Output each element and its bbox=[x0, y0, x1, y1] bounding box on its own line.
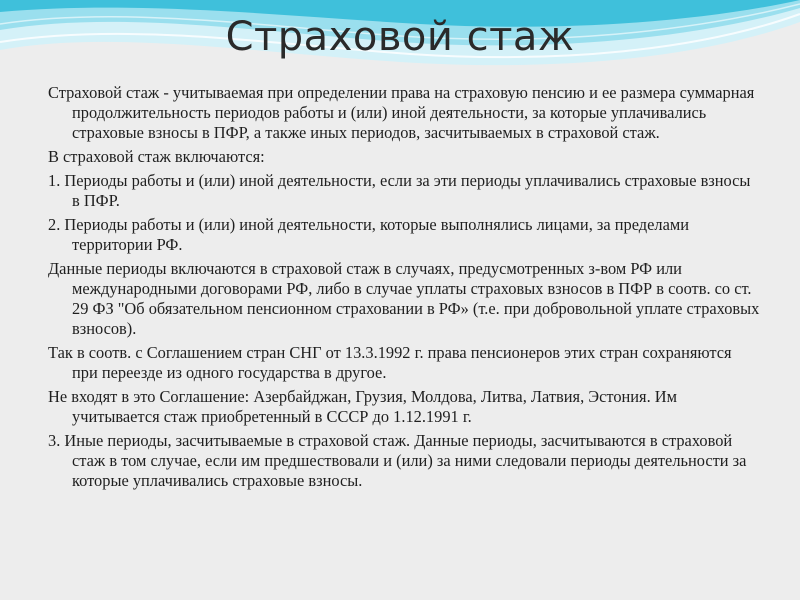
slide-title: Страховой стаж bbox=[225, 14, 575, 60]
paragraph-definition: Страховой стаж - учитываемая при определении права на страховую пенсию и ее размера суммарная продолжительность периодов работы и (или) иной деятельности, за которые уплачивались страховые взносы в ПФР, а также иных периодов, засчитываемых в страховой стаж. bbox=[48, 83, 755, 142]
paragraph-item-1: 1. Периоды работы и (или) иной деятельности, если за эти периоды уплачивались страховые взносы в ПФР. bbox=[48, 171, 751, 210]
paragraph-conditions: Данные периоды включаются в страховой стаж в случаях, предусмотренных з-вом РФ или международными договорами РФ, либо в случае уплаты страховых взносов в ПФР в соотв. со ст. 29 ФЗ "Об обязательном пенсионном страховании в РФ» (т.е. при добровольной уплате страховых взносов). bbox=[48, 259, 760, 338]
paragraph-excluded-countries: Не входят в это Соглашение: Азербайджан, Грузия, Молдова, Литва, Латвия, Эстония. Им учитывается стаж приобретенный в СССР до 1.12.1991 г. bbox=[48, 387, 677, 426]
paragraph-cis-agreement: Так в соотв. с Соглашением стран СНГ от 13.3.1992 г. права пенсионеров этих стран сохраняются при переезде из одного государства в другое. bbox=[48, 343, 732, 382]
slide-content bbox=[48, 83, 760, 495]
paragraph-item-3: 3. Иные периоды, засчитываемые в страховой стаж. Данные периоды, засчитываются в страховой стаж в том случае, если им предшествовали и (или) за ними следовали периоды деятельности за которые уплачивались страховые взносы. bbox=[48, 431, 747, 490]
paragraph-includes-heading: В страховой стаж включаются: bbox=[48, 147, 265, 166]
paragraph-item-2: 2. Периоды работы и (или) иной деятельности, которые выполнялись лицами, за пределами территории РФ. bbox=[48, 215, 689, 254]
